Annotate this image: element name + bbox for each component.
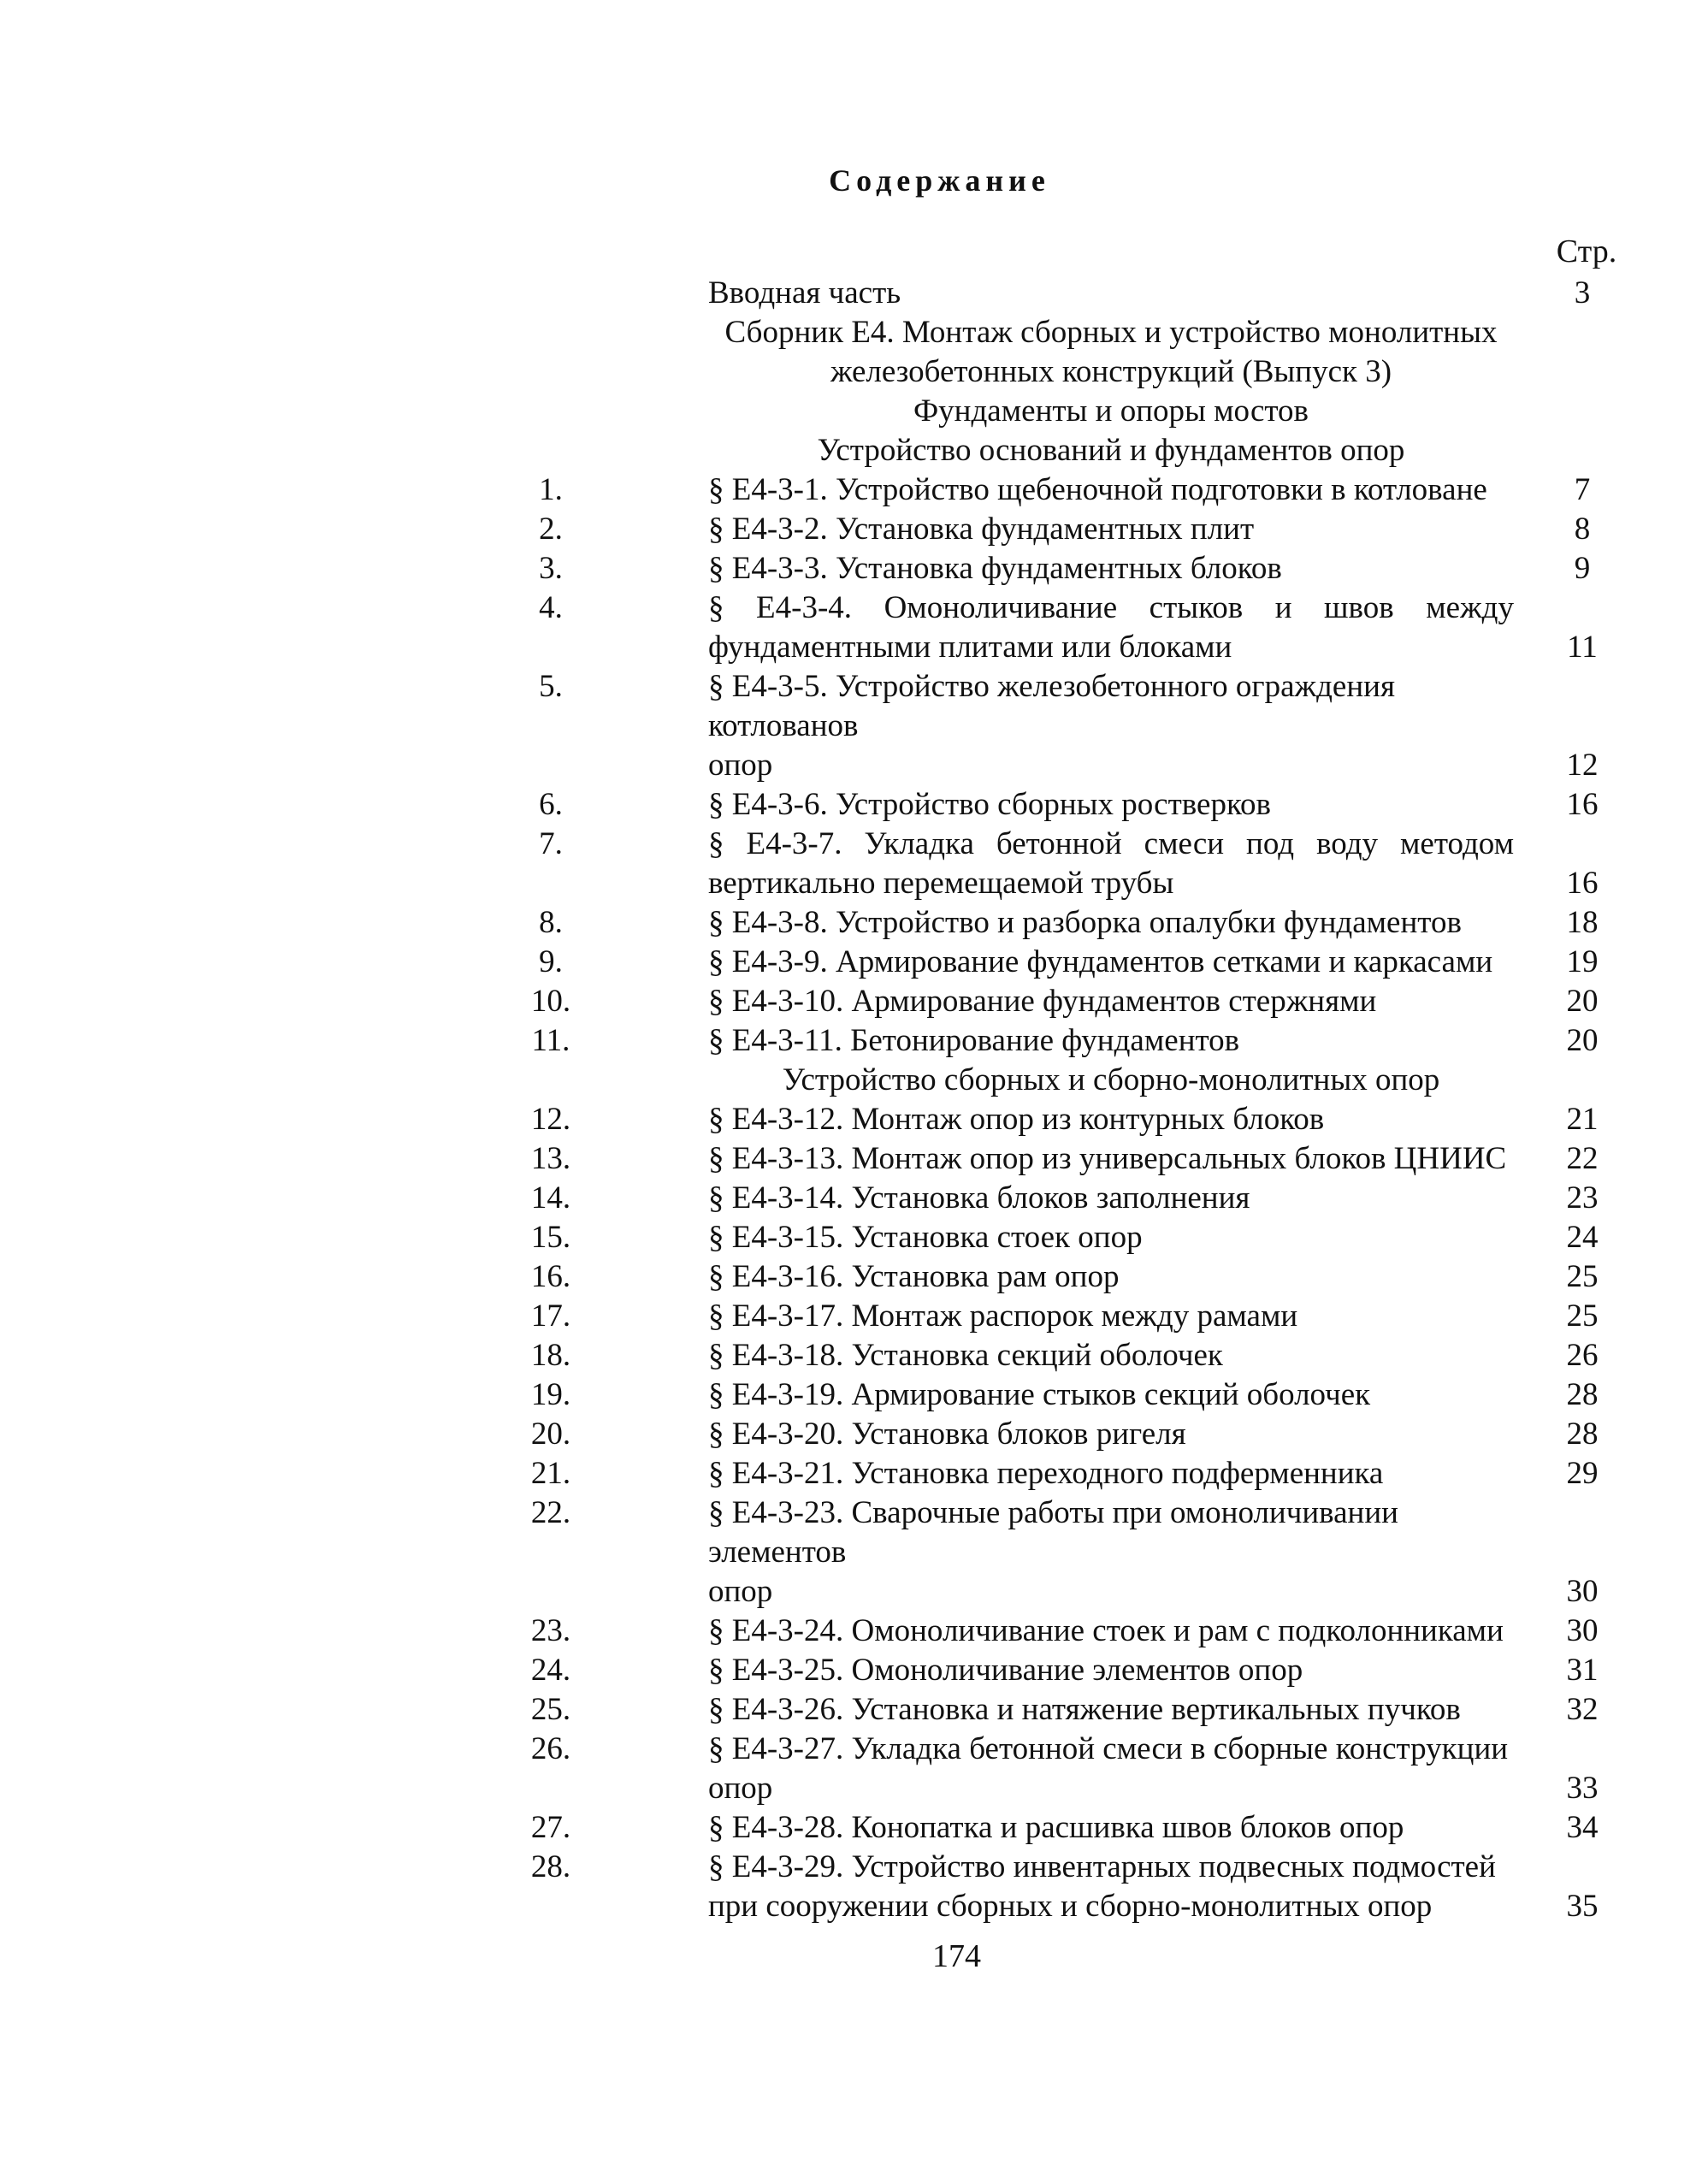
toc-row (496, 1218, 1616, 1257)
toc-row (496, 1139, 1616, 1179)
toc-number: 15. (530, 1220, 571, 1255)
toc-page: 28 (1566, 1377, 1599, 1412)
toc-number: 9. (539, 944, 563, 979)
toc-entry-text: § Е4-3-29. Устройство инвентарных подвесных подмостей (708, 1849, 1496, 1884)
toc-heading-text: железобетонных конструкций (Выпуск 3) (830, 354, 1392, 389)
toc-page: 20 (1566, 1023, 1599, 1058)
toc-heading-text: Сборник Е4. Монтаж сборных и устройство монолитных (724, 315, 1498, 350)
toc-entry-text: § Е4-3-5. Устройство железобетонного ограждения котлованов (708, 669, 1395, 743)
toc-page (1548, 1848, 1616, 1887)
toc-page: 3 (1574, 275, 1591, 311)
toc-number: 20. (530, 1417, 571, 1452)
toc-number (496, 1572, 606, 1612)
toc-entry-text: вертикально перемещаемой трубы (708, 866, 1174, 901)
toc-entry-text: § Е4-3-3. Установка фундаментных блоков (708, 551, 1282, 586)
toc-entry-text: § Е4-3-7. Укладка бетонной смеси под воду методом (708, 826, 1514, 861)
toc-page (1548, 825, 1616, 864)
toc-number: 1. (539, 472, 563, 507)
toc-row (496, 943, 1616, 982)
toc-row (496, 1257, 1616, 1297)
toc-row (496, 1375, 1616, 1415)
toc-page: 24 (1566, 1220, 1599, 1255)
toc-row (496, 1887, 1616, 1926)
toc-entry-text: § Е4-3-8. Устройство и разборка опалубки фундаментов (708, 905, 1462, 940)
toc-entry-text: § Е4-3-11. Бетонирование фундаментов (708, 1023, 1240, 1058)
toc-page: 31 (1566, 1653, 1599, 1688)
toc-entry-text: § Е4-3-15. Установка стоек опор (708, 1220, 1143, 1255)
toc-heading (496, 352, 1616, 392)
toc-row (496, 864, 1616, 903)
toc-entry-text: § Е4-3-23. Сварочные работы при омоноличивании элементов (708, 1495, 1398, 1570)
toc-page (1548, 667, 1616, 746)
toc-page: 16 (1566, 787, 1599, 822)
toc-heading-text: Устройство сборных и сборно-монолитных опор (782, 1062, 1440, 1097)
toc-number: 26. (530, 1731, 571, 1766)
toc-number: 22. (530, 1495, 571, 1530)
toc-entry-text: § Е4-3-16. Установка рам опор (708, 1259, 1120, 1294)
toc-page (1548, 589, 1616, 628)
toc-number: 21. (530, 1456, 571, 1491)
toc-row (496, 1612, 1616, 1651)
toc-number: 3. (539, 551, 563, 586)
toc-row (496, 1769, 1616, 1808)
toc-row (496, 785, 1616, 825)
toc-entry-text: опор (708, 1574, 773, 1609)
toc-number: 23. (530, 1613, 571, 1648)
toc-row (496, 1179, 1616, 1218)
toc-page: 29 (1566, 1456, 1599, 1491)
toc-row (496, 746, 1616, 785)
toc-row (496, 510, 1616, 549)
page-column-header: Стр. (1556, 234, 1617, 269)
toc-page: 19 (1566, 944, 1599, 979)
toc-intro-row (496, 274, 1616, 313)
toc-entry-text: § Е4-3-9. Армирование фундаментов сетками и каркасами (708, 944, 1493, 979)
toc-number (496, 1061, 606, 1100)
toc-heading (496, 313, 1616, 352)
toc-number: 25. (530, 1692, 571, 1727)
toc-number: 19. (530, 1377, 571, 1412)
toc-number: 11. (531, 1023, 570, 1058)
toc-row (496, 667, 1616, 746)
toc-page (1548, 392, 1616, 431)
toc-row (496, 1297, 1616, 1336)
toc-number: 13. (530, 1141, 571, 1176)
toc-row (496, 1415, 1616, 1454)
toc-entry-text: § Е4-3-20. Установка блоков ригеля (708, 1417, 1186, 1452)
toc-number: 2. (539, 512, 563, 547)
toc-page (1548, 352, 1616, 392)
toc-entry-text: § Е4-3-24. Омоноличивание стоек и рам с подколонниками (708, 1613, 1504, 1648)
toc-row (496, 982, 1616, 1021)
toc-number (496, 274, 606, 313)
toc-row (496, 549, 1616, 589)
toc-entry-text: § Е4-3-6. Устройство сборных ростверков (708, 787, 1272, 822)
toc-page: 35 (1566, 1889, 1599, 1924)
toc-number: 4. (539, 590, 563, 625)
toc-number: 5. (539, 669, 563, 704)
toc-entry-text: § Е4-3-21. Установка переходного подферменника (708, 1456, 1384, 1491)
toc-page: 11 (1567, 630, 1598, 665)
toc-heading (496, 392, 1616, 431)
toc-row (496, 1651, 1616, 1690)
toc-number (496, 352, 606, 392)
toc-entry-text: § Е4-3-1. Устройство щебеночной подготовки в котловане (708, 472, 1487, 507)
toc-number (496, 628, 606, 667)
toc-entry-text: при сооружении сборных и сборно-монолитных опор (708, 1889, 1433, 1924)
toc-number: 24. (530, 1653, 571, 1688)
toc-heading (496, 431, 1616, 470)
toc-entry-text: опор (708, 1771, 773, 1806)
toc-page: 26 (1566, 1338, 1599, 1373)
toc-entry-text: § Е4-3-27. Укладка бетонной смеси в сборные конструкции (708, 1731, 1509, 1766)
toc-entry-text: § Е4-3-18. Установка секций оболочек (708, 1338, 1223, 1373)
toc-number: 27. (530, 1810, 571, 1845)
toc-page (1548, 1061, 1616, 1100)
toc-page: 25 (1566, 1298, 1599, 1334)
toc-page: 30 (1566, 1574, 1599, 1609)
toc-entry-text: § Е4-3-26. Установка и натяжение вертикальных пучков (708, 1692, 1461, 1727)
toc-entry-text: § Е4-3-4. Омоноличивание стыков и швов между (708, 590, 1514, 625)
toc-number (496, 313, 606, 352)
toc-row (496, 628, 1616, 667)
toc-page (1548, 431, 1616, 470)
toc-page: 23 (1566, 1180, 1599, 1216)
toc-heading-text: Фундаменты и опоры мостов (913, 393, 1309, 429)
toc-intro-text: Вводная часть (708, 275, 901, 311)
toc-row (496, 1100, 1616, 1139)
page-number: 174 (932, 1938, 981, 1974)
toc-row (496, 1336, 1616, 1375)
toc-entry-text: § Е4-3-19. Армирование стыков секций оболочек (708, 1377, 1371, 1412)
toc-row (496, 1690, 1616, 1730)
toc-row (496, 1730, 1616, 1769)
toc-number (496, 1769, 606, 1808)
toc-row (496, 470, 1616, 510)
toc-page (1548, 1494, 1616, 1572)
toc-page: 30 (1566, 1613, 1599, 1648)
toc-entry-text: опор (708, 748, 773, 783)
toc-row (496, 1808, 1616, 1848)
toc-row (496, 1454, 1616, 1494)
toc-number (496, 746, 606, 785)
toc-page: 28 (1566, 1417, 1599, 1452)
toc-number: 10. (530, 984, 571, 1019)
toc-entry-text: § Е4-3-14. Установка блоков заполнения (708, 1180, 1250, 1216)
toc-entry-text: § Е4-3-2. Установка фундаментных плит (708, 512, 1255, 547)
toc-number: 14. (530, 1180, 571, 1216)
toc-page: 16 (1566, 866, 1599, 901)
table-of-contents (496, 274, 1616, 1926)
toc-entry-text: § Е4-3-17. Монтаж распорок между рамами (708, 1298, 1298, 1334)
toc-number: 17. (530, 1298, 571, 1334)
toc-number: 16. (530, 1259, 571, 1294)
toc-page: 12 (1566, 748, 1599, 783)
toc-page: 7 (1574, 472, 1591, 507)
toc-page (1548, 313, 1616, 352)
toc-entry-text: фундаментными плитами или блоками (708, 630, 1232, 665)
toc-entry-text: § Е4-3-10. Армирование фундаментов стержнями (708, 984, 1377, 1019)
toc-number: 28. (530, 1849, 571, 1884)
toc-page: 18 (1566, 905, 1599, 940)
toc-number (496, 1887, 606, 1926)
toc-page: 20 (1566, 984, 1599, 1019)
toc-number (496, 392, 606, 431)
toc-page: 33 (1566, 1771, 1599, 1806)
toc-entry-text: § Е4-3-25. Омоноличивание элементов опор (708, 1653, 1303, 1688)
toc-page: 32 (1566, 1692, 1599, 1727)
toc-page: 8 (1574, 512, 1591, 547)
toc-page: 25 (1566, 1259, 1599, 1294)
toc-page: 21 (1566, 1102, 1599, 1137)
toc-number: 12. (530, 1102, 571, 1137)
toc-heading (496, 1061, 1616, 1100)
toc-page: 9 (1574, 551, 1591, 586)
toc-number: 7. (539, 826, 563, 861)
toc-page (1548, 1730, 1616, 1769)
toc-heading-text: Устройство оснований и фундаментов опор (817, 433, 1405, 468)
toc-number (496, 864, 606, 903)
toc-row (496, 1848, 1616, 1887)
toc-entry-text: § Е4-3-12. Монтаж опор из контурных блоков (708, 1102, 1325, 1137)
toc-title: Содержание (829, 163, 1050, 198)
toc-number: 6. (539, 787, 563, 822)
toc-row (496, 1021, 1616, 1061)
toc-entry-text: § Е4-3-28. Конопатка и расшивка швов блоков опор (708, 1810, 1404, 1845)
toc-number: 8. (539, 905, 563, 940)
toc-row (496, 1494, 1616, 1572)
toc-entry-text: § Е4-3-13. Монтаж опор из универсальных блоков ЦНИИС (708, 1141, 1507, 1176)
toc-number: 18. (530, 1338, 571, 1373)
toc-number (496, 431, 606, 470)
toc-row (496, 903, 1616, 943)
toc-page: 34 (1566, 1810, 1599, 1845)
toc-page: 22 (1566, 1141, 1599, 1176)
toc-row (496, 1572, 1616, 1612)
toc-row (496, 825, 1616, 864)
toc-row (496, 589, 1616, 628)
